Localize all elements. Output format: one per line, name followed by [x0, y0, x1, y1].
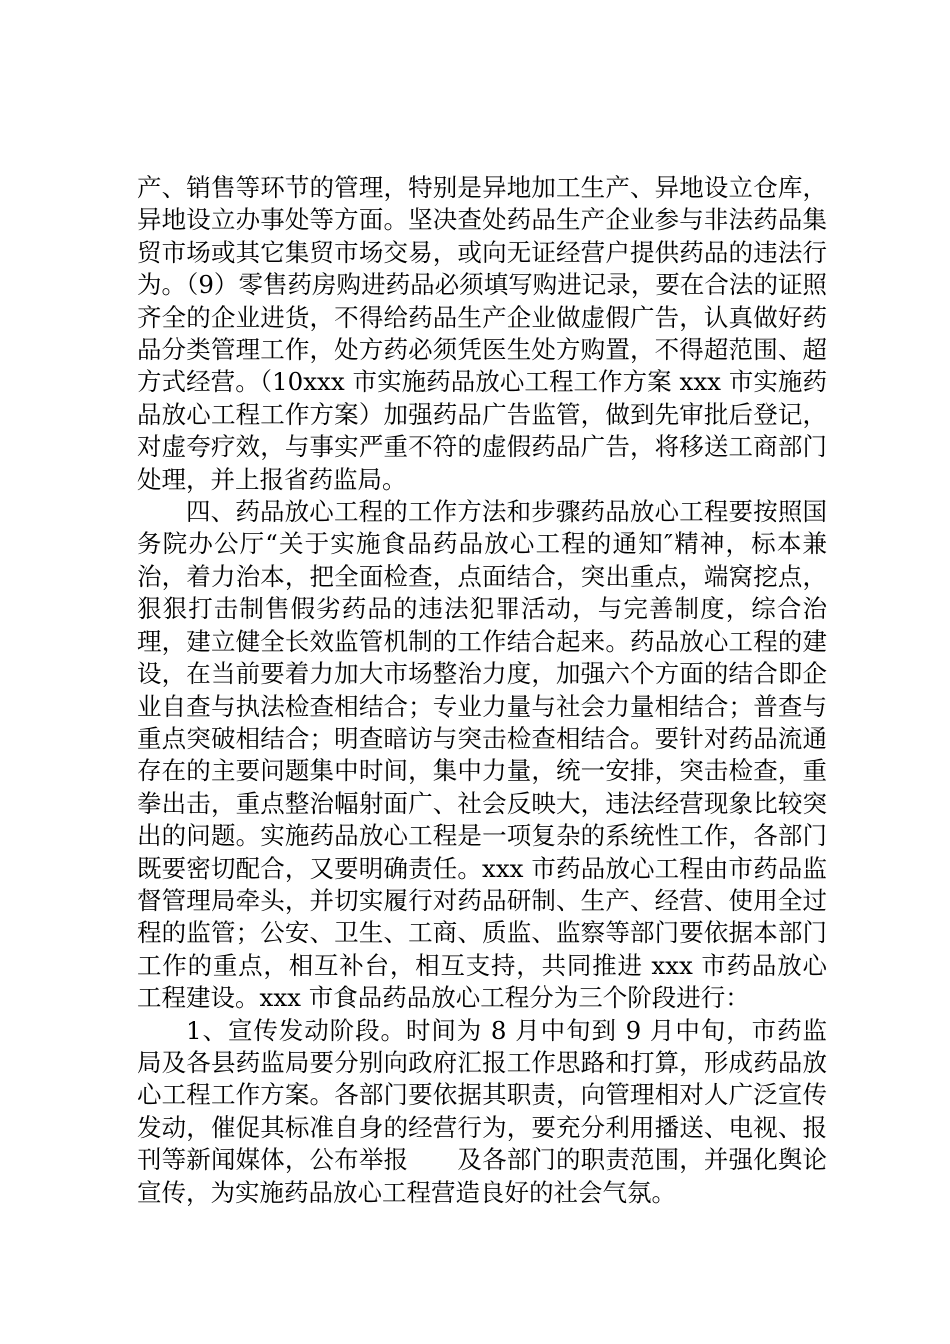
- paragraph-continuation: 产、销售等环节的管理，特别是异地加工生产、异地设立仓库，异地设立办事处等方面。坚决查处药品生产企业参与非法药品集贸市场或其它集贸市场交易，或向无证经营户提供药品的违法行为。（9）零售药房购进药品必须填写购进记录，要在合法的证照齐全的企业进货，不得给药品生产企业做虚假广告，认真做好药品分类管理工作，处方药必须凭医生处方购置，不得超范围、超方式经营。（10xxx 市实施药品放心工程工作方案 xxx 市实施药品放心工程工作方案）加强药品广告监管，做到先审批后登记，对虚夸疗效，与事实严重不符的虚假药品广告，将移送工商部门处理，并上报省药监局。: [137, 173, 827, 494]
- paragraph-stage-one: 1、宣传发动阶段。时间为 8 月中旬到 9 月中旬，市药监局及各县药监局要分别向政府汇报工作思路和打算，形成药品放心工程工作方案。各部门要依据其职责，向管理相对人广泛宣传发动，催促其标准自身的经营行为，要充分利用播送、电视、报刊等新闻媒体，公布举报 及各部门的职责范围，并强化舆论宣传，为实施药品放心工程营造良好的社会气氛。: [137, 1015, 827, 1207]
- document-body: [137, 172, 827, 1209]
- paragraph-section-four: 四、药品放心工程的工作方法和步骤药品放心工程要按照国务院办公厅“关于实施食品药品放心工程的通知″精神，标本兼治，着力治本，把全面检查，点面结合，突出重点，端窝挖点，狠狠打击制售假劣药品的违法犯罪活动，与完善制度，综合治理，建立健全长效监管机制的工作结合起来。药品放心工程的建设，在当前要着力加大市场整治力度，加强六个方面的结合即企业自查与执法检查相结合；专业力量与社会力量相结合；普查与重点突破相结合；明查暗访与突击检查相结合。要针对药品流通存在的主要问题集中时间，集中力量，统一安排，突击检查，重拳出击，重点整治幅射面广、社会反映大，违法经营现象比较突出的问题。实施药品放心工程是一项复杂的系统性工作，各部门既要密切配合，又要明确责任。xxx 市药品放心工程由市药品监督管理局牵头，并切实履行对药品研制、生产、经营、使用全过程的监管；公安、卫生、工商、质监、监察等部门要依据本部门工作的重点，相互补台，相互支持，共同推进 xxx 市药品放心工程建设。xxx 市食品药品放心工程分为三个阶段进行：: [137, 497, 827, 1013]
